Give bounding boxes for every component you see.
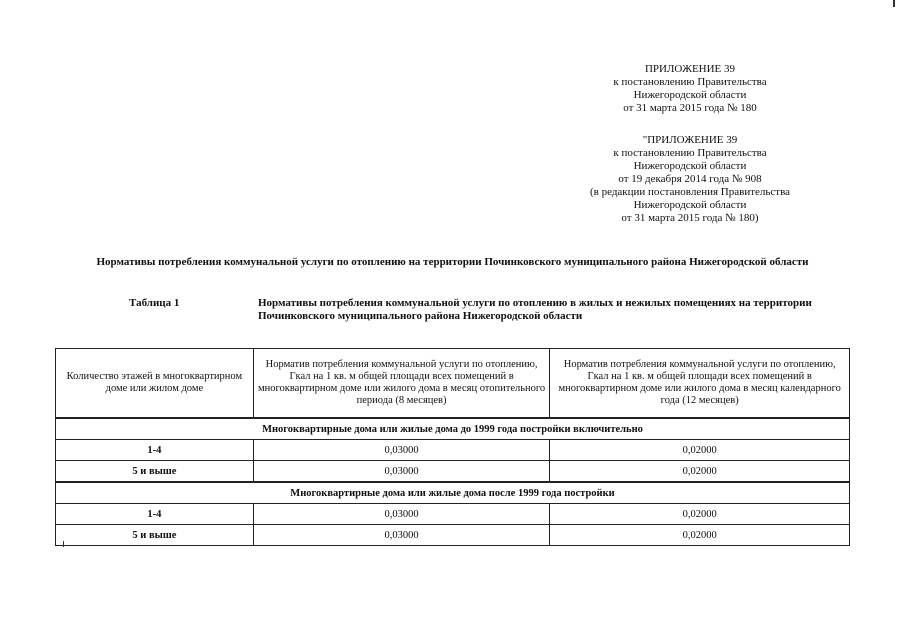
appendix-line: "ПРИЛОЖЕНИЕ 39 — [642, 134, 738, 146]
table-row — [56, 504, 850, 525]
header-norm-heating-period: Норматив потребления коммунальной услуги по отоплению, Гкал на 1 кв. м общей площади всех помещений в многоквартирном доме или жилого дома в месяц отопительного периода (8 месяцев) — [253, 349, 550, 419]
section-row — [56, 418, 850, 440]
cell-calendar-norm: 0,02000 — [550, 440, 850, 461]
appendix-line: от 31 марта 2015 года № 180 — [623, 102, 757, 114]
cell-heating-norm: 0,03000 — [253, 525, 550, 546]
cell-heating-norm: 0,03000 — [253, 461, 550, 483]
table-label: Таблица 1 — [129, 297, 180, 309]
cell-floors: 5 и выше — [56, 525, 254, 546]
appendix-line: Нижегородской области — [633, 199, 747, 211]
appendix-original-header — [560, 134, 820, 225]
section-title: Многоквартирные дома или жилые дома после 1999 года постройки — [56, 482, 850, 504]
cell-calendar-norm: 0,02000 — [550, 504, 850, 525]
section-row — [56, 482, 850, 504]
cell-floors: 1-4 — [56, 440, 254, 461]
cell-heating-norm: 0,03000 — [253, 440, 550, 461]
appendix-line: от 31 марта 2015 года № 180) — [621, 212, 759, 224]
section-title: Многоквартирные дома или жилые дома до 1999 года постройки включительно — [56, 418, 850, 440]
header-floors: Количество этажей в многоквартирном доме или жилом доме — [56, 349, 254, 419]
appendix-line: от 19 декабря 2014 года № 908 — [618, 173, 762, 185]
scan-mark — [893, 0, 895, 7]
cell-floors: 5 и выше — [56, 461, 254, 483]
appendix-line: Нижегородской области — [633, 160, 747, 172]
table-row — [56, 440, 850, 461]
table-row — [56, 461, 850, 483]
cell-heating-norm: 0,03000 — [253, 504, 550, 525]
appendix-line: (в редакции постановления Правительства — [589, 186, 791, 198]
cell-floors: 1-4 — [56, 504, 254, 525]
header-norm-calendar-year: Норматив потребления коммунальной услуги по отоплению, Гкал на 1 кв. м общей площади всех помещений в многоквартирном доме или жилого дома в месяц календарного года (12 месяцев) — [550, 349, 850, 419]
appendix-line: ПРИЛОЖЕНИЕ 39 — [644, 63, 736, 75]
appendix-line: к постановлению Правительства — [613, 147, 767, 159]
appendix-line: Нижегородской области — [633, 89, 747, 101]
appendix-line: к постановлению Правительства — [613, 76, 767, 88]
table-header-row — [56, 349, 850, 419]
document-title: Нормативы потребления коммунальной услуги по отоплению на территории Починковского муниципального района Нижегородской области — [96, 256, 809, 268]
table-title: Нормативы потребления коммунальной услуги по отоплению в жилых и нежилых помещениях на территории Починковского муниципального района Нижегородской области — [258, 297, 812, 322]
scan-mark — [63, 541, 64, 547]
cell-calendar-norm: 0,02000 — [550, 525, 850, 546]
appendix-current-header — [560, 63, 820, 115]
norms-table — [55, 348, 850, 546]
table-row — [56, 525, 850, 546]
cell-calendar-norm: 0,02000 — [550, 461, 850, 483]
